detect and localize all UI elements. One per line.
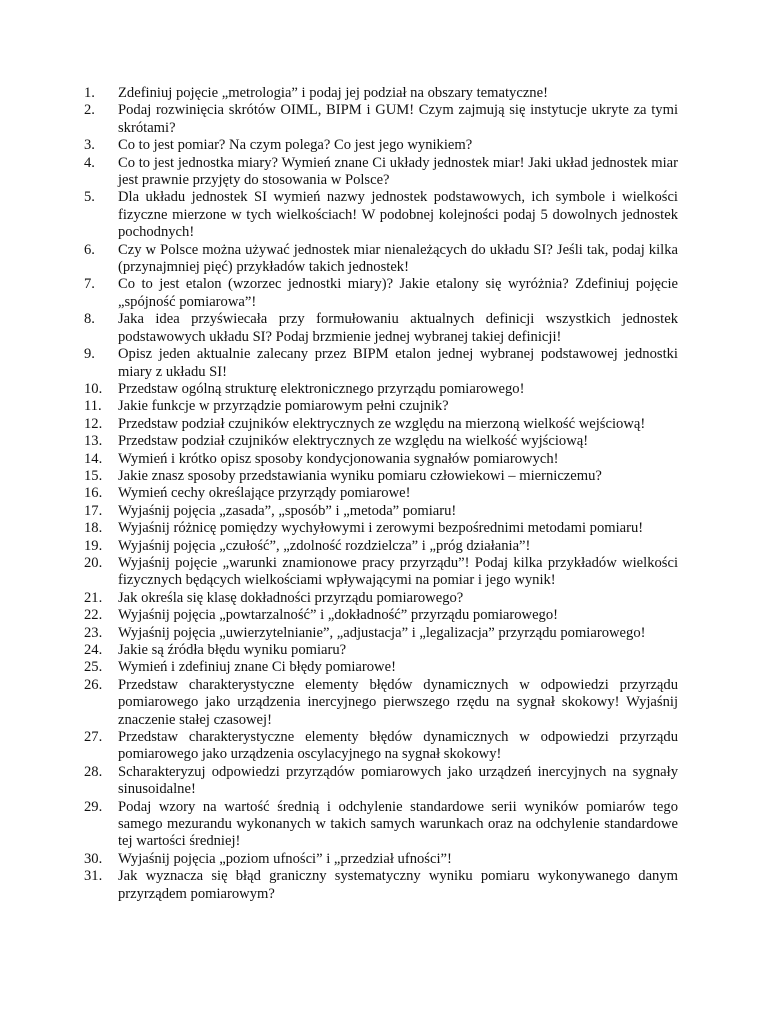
question-number: 13. [84, 433, 103, 450]
question-number: 2. [84, 102, 95, 119]
question-text: Przedstaw podział czujników elektrycznych ze względu na mierzoną wielkość wejściową! [118, 415, 646, 432]
question-number: 23. [84, 624, 103, 641]
question-item [84, 677, 678, 729]
question-number: 22. [84, 607, 103, 624]
question-item [84, 85, 678, 102]
question-number: 8. [84, 311, 95, 328]
question-item [84, 520, 678, 537]
question-number: 16. [84, 485, 103, 502]
question-text: Co to jest etalon (wzorzec jednostki miary)? Jakie etalony się wyróżnia? Zdefiniuj pojęcie „spójność pomiarowa”! [118, 276, 678, 310]
question-number: 18. [84, 520, 103, 537]
question-item [84, 485, 678, 502]
question-number: 26. [84, 676, 103, 693]
question-item [84, 590, 678, 607]
question-number: 6. [84, 241, 95, 258]
question-item [84, 242, 678, 277]
question-item [84, 468, 678, 485]
question-item [84, 503, 678, 520]
question-item [84, 729, 678, 764]
question-text: Jakie znasz sposoby przedstawiania wyniku pomiaru człowiekowi – mierniczemu? [118, 467, 602, 484]
question-item [84, 764, 678, 799]
question-item [84, 625, 678, 642]
question-number: 24. [84, 642, 103, 658]
question-text: Wymień i zdefiniuj znane Ci błędy pomiarowe! [118, 659, 396, 676]
question-text: Wymień cechy określające przyrządy pomiarowe! [118, 485, 411, 502]
question-item [84, 155, 678, 190]
question-number: 10. [84, 380, 103, 397]
question-number: 12. [84, 415, 103, 432]
question-text: Co to jest jednostka miary? Wymień znane Ci układy jednostek miar! Jaki układ jednostek miar jest prawnie przyjęty do stosowania w Polsce? [118, 154, 678, 189]
question-number: 1. [84, 85, 95, 101]
question-number: 25. [84, 659, 103, 676]
question-text: Wyjaśnij różnicę pomiędzy wychyłowymi i zerowymi bezpośrednimi metodami pomiaru! [118, 520, 644, 537]
question-item [84, 555, 678, 590]
question-text: Przedstaw charakterystyczne elementy błędów dynamicznych w odpowiedzi przyrządu pomiarowego jako urządzenia oscylacyjnego na sygnał skokowy! [118, 729, 678, 763]
question-item [84, 416, 678, 433]
question-item [84, 137, 678, 154]
question-item [84, 538, 678, 555]
question-number: 15. [84, 467, 103, 484]
question-number: 9. [84, 346, 95, 363]
question-text: Podaj rozwinięcia skrótów OIML, BIPM i GUM! Czym zajmują się instytucje ukryte za tymi skrótami? [118, 102, 678, 136]
question-item [84, 851, 678, 868]
question-number: 3. [84, 137, 95, 154]
question-text: Dla układu jednostek SI wymień nazwy jednostek podstawowych, ich symbole i wielkości fizyczne mierzone w tych wielkościach! W podobnej kolejności podaj 5 dowolnych jednostek pochodnych! [118, 189, 678, 241]
question-item [84, 189, 678, 241]
question-item [84, 276, 678, 311]
question-number: 28. [84, 763, 103, 780]
question-text: Wyjaśnij pojęcia „uwierzytelnianie”, „adjustacja” i „legalizacja” przyrządu pomiarowego! [118, 624, 646, 641]
question-text: Jakie funkcje w przyrządzie pomiarowym pełni czujnik? [118, 398, 449, 415]
question-text: Opisz jeden aktualnie zalecany przez BIPM etalon jednej wybranej podstawowej jednostki miary z układu SI! [118, 346, 678, 380]
question-text: Scharakteryzuj odpowiedzi przyrządów pomiarowych jako urządzeń inercyjnych na sygnały sinusoidalne! [118, 763, 678, 798]
question-text: Jaka idea przyświecała przy formułowaniu aktualnych definicji wszystkich jednostek podstawowych układu SI? Podaj brzmienie jednej wybranej takiej definicji! [118, 311, 678, 345]
question-text: Wyjaśnij pojęcia „powtarzalność” i „dokładność” przyrządu pomiarowego! [118, 607, 558, 624]
question-item [84, 868, 678, 903]
question-number: 14. [84, 450, 103, 467]
question-text: Wymień i krótko opisz sposoby kondycjonowania sygnałów pomiarowych! [118, 450, 559, 467]
question-text: Jak określa się klasę dokładności przyrządu pomiarowego? [118, 589, 464, 606]
question-item [84, 642, 678, 659]
question-item [84, 659, 678, 676]
question-number: 19. [84, 537, 103, 554]
question-item [84, 607, 678, 624]
question-text: Wyjaśnij pojęcia „czułość”, „zdolność rozdzielcza” i „próg działania”! [118, 537, 531, 554]
question-number: 29. [84, 798, 103, 815]
question-text: Przedstaw ogólną strukturę elektronicznego przyrządu pomiarowego! [118, 380, 525, 397]
question-item [84, 102, 678, 137]
question-list [84, 85, 678, 903]
question-text: Wyjaśnij pojęcie „warunki znamionowe pracy przyrządu”! Podaj kilka przykładów wielkości fizycznych będących wielkościami wpływającymi na pomiar i jego wynik! [118, 554, 678, 589]
question-item [84, 799, 678, 851]
question-text: Wyjaśnij pojęcia „poziom ufności” i „przedział ufności”! [118, 850, 452, 867]
question-item [84, 433, 678, 450]
question-number: 17. [84, 502, 103, 519]
question-number: 27. [84, 729, 103, 746]
question-text: Zdefiniuj pojęcie „metrologia” i podaj jej podział na obszary tematyczne! [118, 85, 548, 101]
question-text: Wyjaśnij pojęcia „zasada”, „sposób” i „metoda” pomiaru! [118, 502, 457, 519]
question-number: 5. [84, 189, 95, 206]
question-text: Podaj wzory na wartość średnią i odchylenie standardowe serii wyników pomiarów tego samego mezurandu wykonanych w takich samych warunkach oraz na odchylenie standardowe tej wartości średniej! [118, 798, 678, 850]
question-number: 31. [84, 868, 103, 885]
question-text: Przedstaw charakterystyczne elementy błędów dynamicznych w odpowiedzi przyrządu pomiarowego jako urządzenia inercyjnego pierwszego rzędu na sygnał skokowy! Wyjaśnij znaczenie stałej czasowej! [118, 676, 678, 728]
question-number: 30. [84, 850, 103, 867]
question-item [84, 311, 678, 346]
question-text: Jak wyznacza się błąd graniczny systematyczny wyniku pomiaru wykonywanego danym przyrządem pomiarowym? [118, 868, 678, 902]
question-number: 11. [84, 398, 102, 415]
question-text: Jakie są źródła błędu wyniku pomiaru? [118, 642, 347, 658]
question-item [84, 346, 678, 381]
question-item [84, 451, 678, 468]
question-text: Co to jest pomiar? Na czym polega? Co jest jego wynikiem? [118, 137, 473, 154]
question-text: Czy w Polsce można używać jednostek miar nienależących do układu SI? Jeśli tak, podaj kilka (przynajmniej pięć) przykładów takich jednostek! [118, 241, 678, 276]
question-number: 7. [84, 276, 95, 293]
question-item [84, 381, 678, 398]
question-text: Przedstaw podział czujników elektrycznych ze względu na wielkość wyjściową! [118, 433, 589, 450]
question-number: 20. [84, 554, 103, 571]
question-item [84, 398, 678, 415]
question-number: 21. [84, 589, 103, 606]
question-number: 4. [84, 154, 95, 171]
